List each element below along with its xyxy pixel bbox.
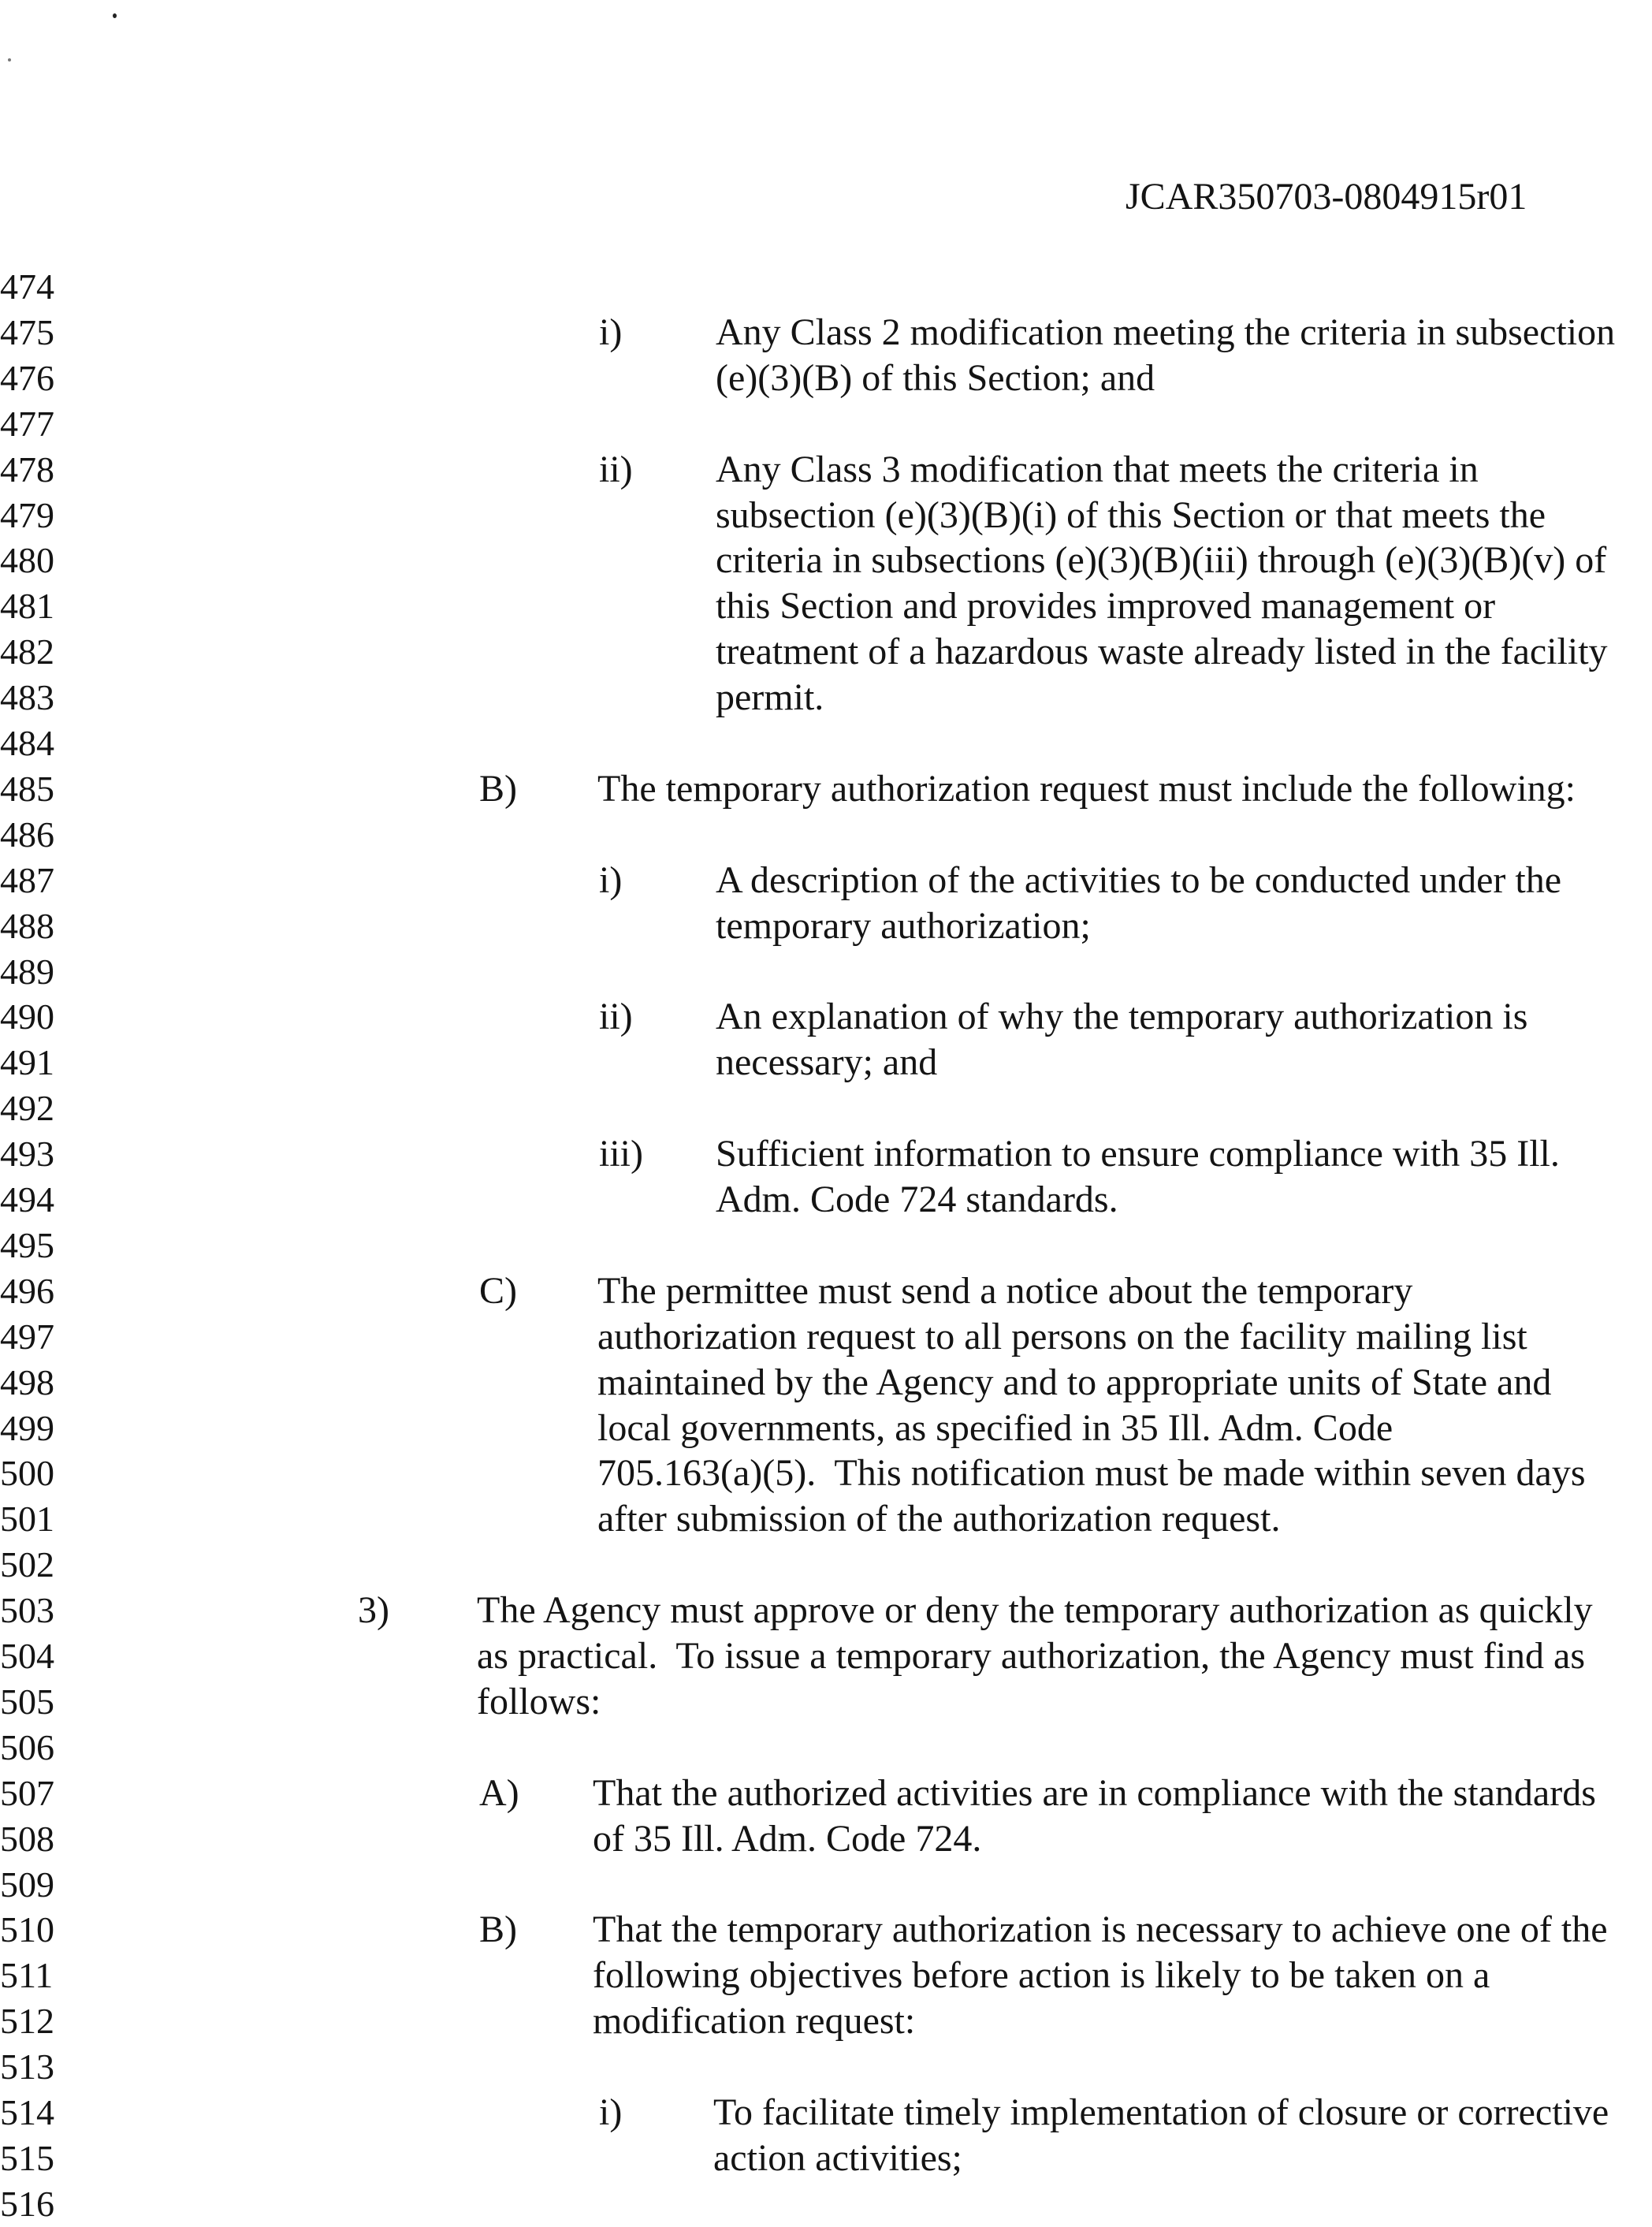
line-number: 494 xyxy=(0,1179,54,1220)
subsection-text-line: Any Class 3 modification that meets the criteria in xyxy=(716,448,1479,490)
subsection-text-line: The Agency must approve or deny the temporary authorization as quickly xyxy=(477,1589,1593,1632)
subsection-text-line: That the temporary authorization is necessary to achieve one of the xyxy=(593,1909,1608,1951)
subsection-text-line: Adm. Code 724 standards. xyxy=(716,1179,1118,1220)
line-number: 480 xyxy=(0,540,54,581)
subsection-text-line: follows: xyxy=(477,1680,601,1722)
line-number: 478 xyxy=(0,449,54,490)
subsection-text-line: following objectives before action is likely to be taken on a xyxy=(593,1954,1490,1997)
line-number: 509 xyxy=(0,1864,54,1905)
line-number: 498 xyxy=(0,1361,54,1402)
line-number: 479 xyxy=(0,494,54,535)
line-number: 490 xyxy=(0,996,54,1037)
subsection-text-line: authorization request to all persons on the facility mailing list xyxy=(597,1315,1527,1357)
subsection-label: B) xyxy=(479,767,517,810)
line-number: 513 xyxy=(0,2046,54,2087)
line-number: 476 xyxy=(0,357,54,398)
subsection-text-line: treatment of a hazardous waste already listed in the facility xyxy=(716,631,1608,673)
subsection-text-line: To facilitate timely implementation of closure or corrective xyxy=(713,2091,1609,2133)
subsection-text-line: The temporary authorization request must include the following: xyxy=(597,767,1576,810)
line-number: 515 xyxy=(0,2137,54,2178)
subsection-label: C) xyxy=(479,1269,517,1312)
subsection-text-line: local governments, as specified in 35 Ill. Adm. Code xyxy=(597,1406,1393,1449)
line-number: 510 xyxy=(0,1909,54,1950)
scan-speck xyxy=(113,13,117,18)
subsection-text-line: That the authorized activities are in compliance with the standards xyxy=(593,1771,1596,1814)
line-number: 502 xyxy=(0,1544,54,1585)
subsection-text-line: Any Class 2 modification meeting the criteria in subsection xyxy=(716,311,1616,353)
subsection-label: i) xyxy=(599,311,623,353)
line-number: 483 xyxy=(0,677,54,718)
line-number: 477 xyxy=(0,403,54,444)
subsection-text-line: action activities; xyxy=(713,2136,962,2179)
line-number: 488 xyxy=(0,905,54,946)
subsection-text-line: permit. xyxy=(716,676,824,719)
line-number: 501 xyxy=(0,1499,54,1540)
line-number: 485 xyxy=(0,768,54,809)
line-number: 497 xyxy=(0,1316,54,1357)
subsection-text-line: of 35 Ill. Adm. Code 724. xyxy=(593,1817,982,1860)
subsection-label: i) xyxy=(599,858,623,901)
subsection-label: i) xyxy=(599,2091,623,2133)
line-number: 496 xyxy=(0,1270,54,1311)
line-number: 512 xyxy=(0,2001,54,2042)
line-number: 511 xyxy=(0,1955,54,1996)
line-number: 482 xyxy=(0,631,54,672)
line-number: 491 xyxy=(0,1042,54,1083)
line-number: 505 xyxy=(0,1681,54,1722)
subsection-text-line: temporary authorization; xyxy=(716,904,1091,947)
line-number: 507 xyxy=(0,1772,54,1813)
subsection-text-line: maintained by the Agency and to appropriate units of State and xyxy=(597,1361,1552,1403)
line-number: 516 xyxy=(0,2183,54,2224)
line-number: 495 xyxy=(0,1224,54,1265)
subsection-label: A) xyxy=(479,1771,519,1814)
line-number: 508 xyxy=(0,1818,54,1859)
subsection-text-line: subsection (e)(3)(B)(i) of this Section or that meets the xyxy=(716,493,1546,536)
line-number: 506 xyxy=(0,1726,54,1767)
line-number: 493 xyxy=(0,1134,54,1175)
subsection-text-line: this Section and provides improved management or xyxy=(716,585,1496,628)
line-number: 503 xyxy=(0,1590,54,1631)
subsection-text-line: (e)(3)(B) of this Section; and xyxy=(716,356,1155,399)
subsection-text-line: as practical. To issue a temporary authorization, the Agency must find as xyxy=(477,1635,1586,1677)
line-number: 487 xyxy=(0,859,54,900)
subsection-text-line: The permittee must send a notice about the temporary xyxy=(597,1269,1413,1312)
subsection-label: 3) xyxy=(358,1589,389,1632)
line-number: 499 xyxy=(0,1407,54,1448)
subsection-text-line: An explanation of why the temporary authorization is xyxy=(716,996,1528,1038)
subsection-text-line: modification request: xyxy=(593,2000,916,2043)
subsection-label: ii) xyxy=(599,448,633,490)
line-number: 489 xyxy=(0,951,54,992)
line-number: 504 xyxy=(0,1636,54,1676)
subsection-text-line: 705.163(a)(5). This notification must be made within seven days xyxy=(597,1452,1586,1495)
subsection-text-line: after submission of the authorization request. xyxy=(597,1498,1281,1540)
subsection-text-line: criteria in subsections (e)(3)(B)(iii) through (e)(3)(B)(v) of xyxy=(716,539,1607,582)
subsection-text-line: Sufficient information to ensure compliance with 35 Ill. xyxy=(716,1133,1560,1175)
line-number: 474 xyxy=(0,266,54,307)
subsection-label: ii) xyxy=(599,996,633,1038)
line-number: 500 xyxy=(0,1453,54,1494)
line-number: 475 xyxy=(0,311,54,352)
document-id-header: JCAR350703-0804915r01 xyxy=(1126,176,1527,218)
line-number: 514 xyxy=(0,2092,54,2132)
subsection-text-line: A description of the activities to be conducted under the xyxy=(716,858,1562,901)
line-number: 486 xyxy=(0,814,54,855)
scan-speck xyxy=(8,58,11,61)
line-number: 481 xyxy=(0,586,54,627)
line-number: 492 xyxy=(0,1088,54,1129)
line-number: 484 xyxy=(0,723,54,763)
subsection-text-line: necessary; and xyxy=(716,1041,938,1084)
subsection-label: iii) xyxy=(599,1133,643,1175)
subsection-label: B) xyxy=(479,1909,517,1951)
